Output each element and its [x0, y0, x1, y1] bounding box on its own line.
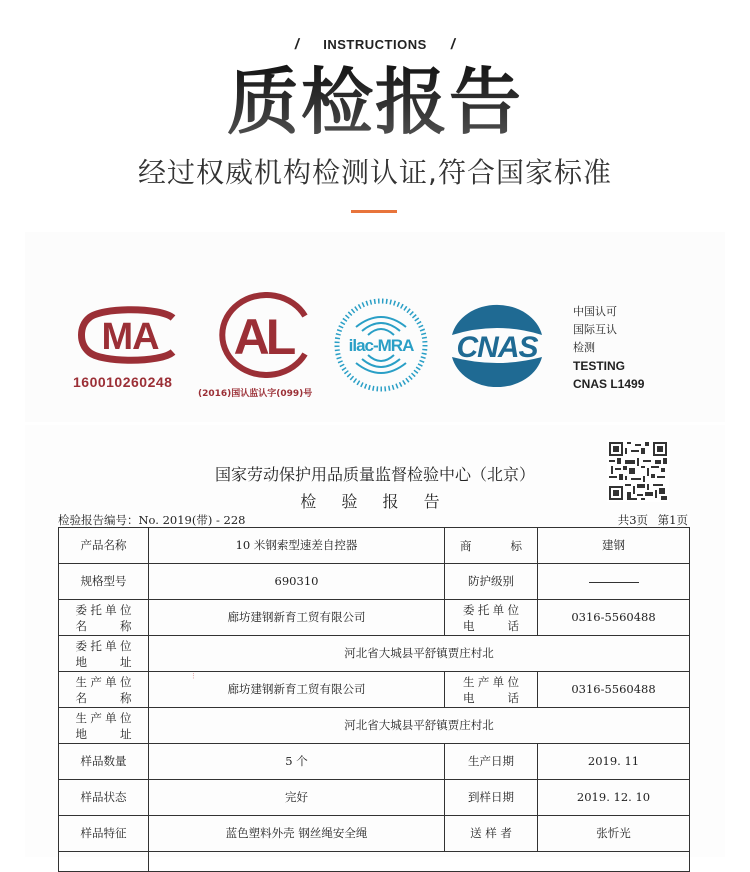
svg-text:MA: MA: [101, 316, 159, 358]
row-label: 产品名称: [59, 528, 149, 564]
slash-divider-icon: /: [293, 36, 301, 53]
row-value: 廊坊建钢新育工贸有限公司: [149, 600, 445, 636]
accent-divider: [351, 210, 397, 213]
section-tag-label: INSTRUCTIONS: [323, 37, 427, 52]
row-value-secondary: 张忻光: [538, 816, 690, 852]
cnas-logo-icon: [444, 303, 550, 387]
row-label: 规格型号: [59, 564, 149, 600]
table-row: [59, 744, 690, 780]
row-label-secondary: 商 标: [445, 528, 538, 564]
section-tag: [0, 36, 750, 53]
row-value: 蓝色塑料外壳 钢丝绳安全绳: [149, 816, 445, 852]
cnas-text-line: TESTING: [573, 359, 626, 373]
cnas-text-line: 中国认可: [573, 305, 617, 318]
table-row: [59, 672, 690, 708]
row-label-secondary: 防护级别: [445, 564, 538, 600]
cma-number: 160010260248: [73, 374, 173, 390]
row-value: 690310: [149, 564, 445, 600]
report-number: 检验报告编号：No. 2019(带) - 228: [58, 513, 246, 527]
page-subtitle: 经过权威机构检测认证,符合国家标准: [138, 156, 612, 189]
row-value: 10 米钢索型速差自控器: [149, 528, 445, 564]
row-label-secondary: 生产单位 电 话: [445, 672, 538, 708]
svg-text:AL: AL: [233, 309, 293, 365]
table-row: [59, 780, 690, 816]
svg-text:ilac-MRA: ilac-MRA: [348, 336, 414, 355]
cnas-accreditation-text: [573, 303, 644, 393]
row-value-secondary: 2019. 12. 10: [538, 780, 690, 816]
row-value: 5 个: [149, 744, 445, 780]
row-label-secondary: 到样日期: [445, 780, 538, 816]
cal-logo-icon: [213, 292, 315, 378]
table-row: [59, 600, 690, 636]
row-value: 河北省大城县平舒镇贾庄村北: [149, 636, 690, 672]
row-value: 河北省大城县平舒镇贾庄村北: [149, 708, 690, 744]
row-label: 样品数量: [59, 744, 149, 780]
row-label-secondary: 生产日期: [445, 744, 538, 780]
row-value-secondary: 0316-5560488: [538, 600, 690, 636]
row-label: [59, 852, 149, 872]
table-row: [59, 852, 690, 872]
row-value: [149, 852, 690, 872]
report-title: 检 验 报 告: [300, 492, 450, 511]
table-row: [59, 708, 690, 744]
row-label-secondary: 送 样 者: [445, 816, 538, 852]
row-label: 生产单位 名 称: [59, 672, 149, 708]
svg-text:CNAS: CNAS: [456, 331, 538, 364]
row-value-secondary: 2019. 11: [538, 744, 690, 780]
page-title: 质检报告: [0, 60, 750, 144]
row-label: 委托单位 名 称: [59, 600, 149, 636]
cnas-text-line: 国际互认: [573, 323, 617, 336]
row-value-secondary: [538, 564, 690, 600]
row-label: 生产单位 地 址: [59, 708, 149, 744]
row-label: 样品特征: [59, 816, 149, 852]
table-row: [59, 636, 690, 672]
row-label: 委托单位 地 址: [59, 636, 149, 672]
cma-logo-icon: [77, 304, 185, 366]
report-page-info: 共3页 第1页: [617, 513, 688, 527]
cal-number: (2016)国认监认字(099)号: [198, 389, 313, 399]
report-info-table: [58, 527, 690, 872]
report-organization: 国家劳动保护用品质量监督检验中心（北京）: [214, 465, 535, 484]
cnas-text-line: CNAS L1499: [573, 377, 645, 391]
table-row: [59, 564, 690, 600]
row-value-secondary: 建钢: [538, 528, 690, 564]
row-value-secondary: 0316-5560488: [538, 672, 690, 708]
cnas-text-line: 检测: [573, 341, 595, 354]
ilac-mra-logo-icon: [334, 297, 428, 393]
stamp-mark: ⁝: [192, 672, 195, 682]
slash-divider-icon: /: [449, 36, 457, 53]
row-label-secondary: 委托单位 电 话: [445, 600, 538, 636]
table-row: [59, 528, 690, 564]
empty-dash: [589, 582, 639, 583]
table-row: [59, 816, 690, 852]
row-label: 样品状态: [59, 780, 149, 816]
row-value: 完好: [149, 780, 445, 816]
row-value: 廊坊建钢新育工贸有限公司: [149, 672, 445, 708]
